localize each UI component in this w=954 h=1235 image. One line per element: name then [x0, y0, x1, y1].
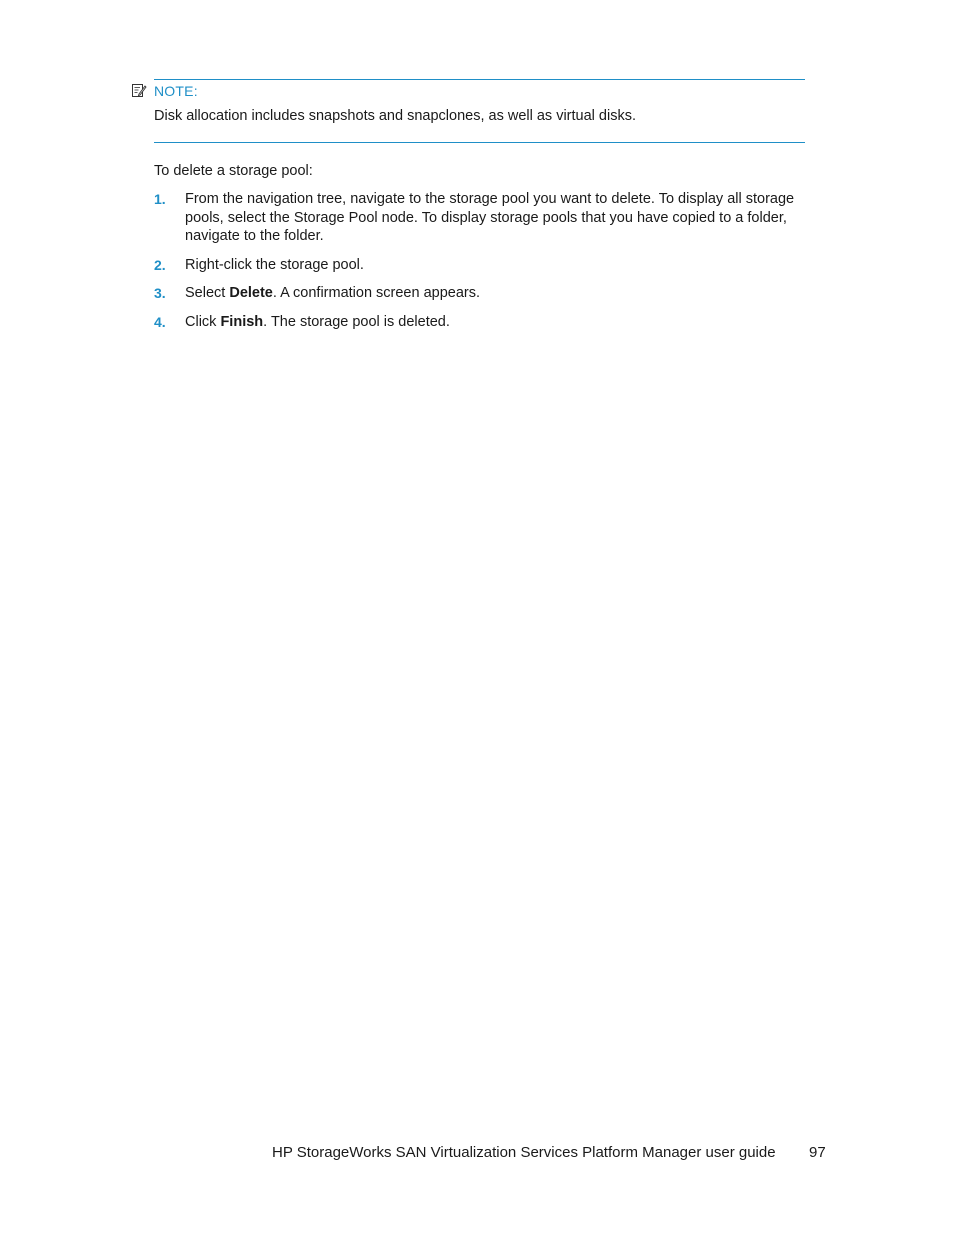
step-text-before: Select: [185, 285, 230, 301]
page-number: 97: [809, 1144, 826, 1161]
list-item: [154, 284, 834, 303]
step-number: 2.: [154, 256, 166, 273]
step-number: 1.: [154, 191, 166, 207]
intro-text: To delete a storage pool:: [154, 163, 313, 179]
note-text: Disk allocation includes snapshots and snapclones, as well as virtual disks.: [154, 108, 636, 124]
note-box: [154, 79, 805, 143]
list-item: [154, 313, 834, 332]
list-item: [154, 190, 834, 246]
step-ui-term-delete: Delete: [229, 285, 273, 301]
note-label: NOTE:: [154, 83, 198, 99]
step-number: 4.: [154, 313, 166, 330]
step-text: Right-click the storage pool.: [185, 256, 364, 273]
step-text-after: . The storage pool is deleted.: [263, 313, 450, 330]
step-text-before: Click: [185, 313, 221, 330]
footer-title: HP StorageWorks SAN Virtualization Services Platform Manager user guide: [272, 1144, 776, 1161]
step-number: 3.: [154, 285, 166, 301]
steps-list: [154, 190, 834, 341]
step-ui-term-finish: Finish: [220, 313, 264, 330]
list-item: [154, 256, 834, 275]
step-text: From the navigation tree, navigate to the storage pool you want to delete. To display all storage pools, select the Storage Pool node. To display storage pools that you have copied to a folder, navigate to the folder.: [185, 191, 795, 244]
note-pencil-icon: [131, 82, 147, 98]
step-text-after: . A confirmation screen appears.: [272, 285, 481, 301]
